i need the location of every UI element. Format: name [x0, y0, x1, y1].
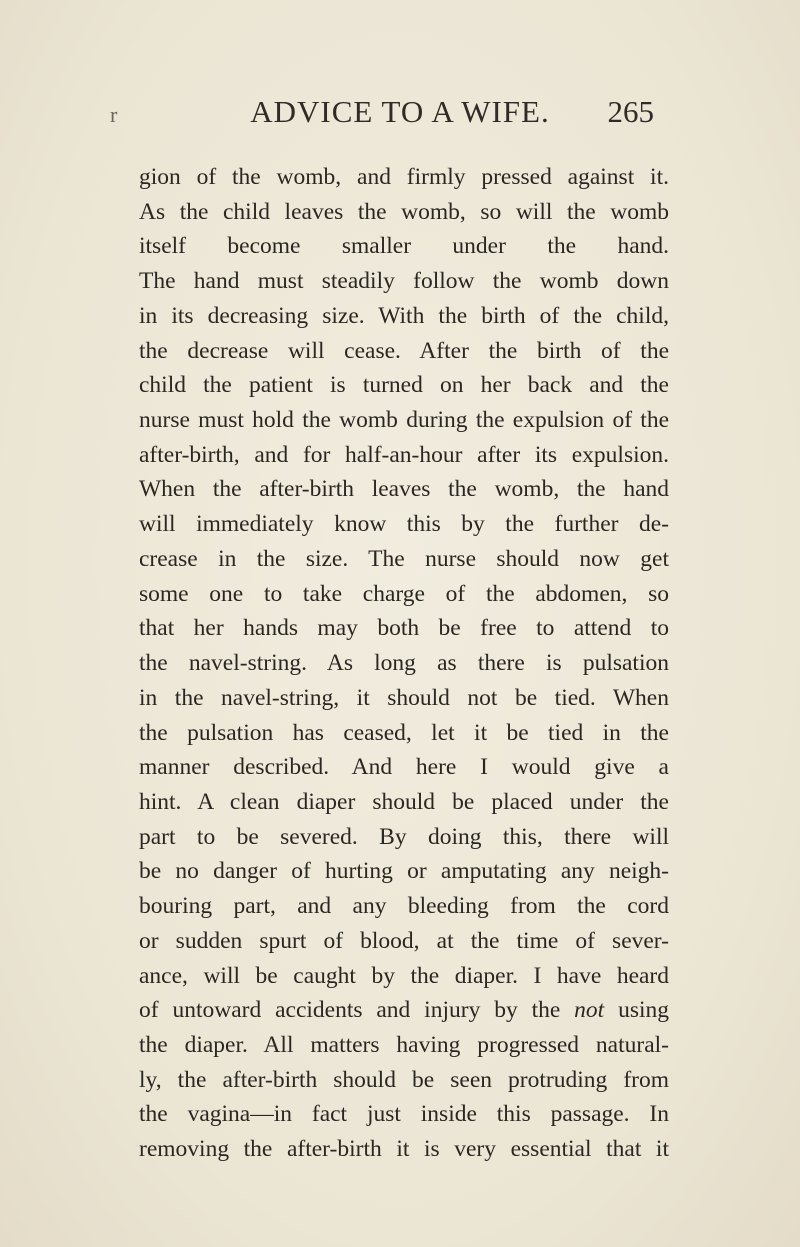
text-line: When the after-birth leaves the womb, the hand: [139, 476, 669, 503]
text-line: the decrease will cease. After the birth of the: [139, 337, 669, 364]
text-line: the pulsation has ceased, let it be tied in the: [139, 719, 669, 746]
text-line: the navel-string. As long as there is pulsation: [139, 650, 669, 677]
text-line: nurse must hold the womb during the expulsion of the: [139, 407, 669, 434]
text-line: gion of the womb, and firmly pressed against it.: [139, 164, 669, 190]
text-line: or sudden spurt of blood, at the time of sever-: [139, 927, 669, 954]
running-title: ADVICE TO A WIFE.: [250, 94, 550, 129]
text-line: the vagina—in fact just inside this passage. In: [139, 1101, 669, 1128]
italic-word: not: [574, 997, 605, 1024]
text-line-with-italic: [139, 993, 669, 1028]
text-line: ance, will be caught by the diaper. I have heard: [139, 962, 669, 989]
text-line: part to be severed. By doing this, there will: [139, 823, 669, 850]
text-line: after-birth, and for half-an-hour after its expulsion.: [139, 441, 669, 468]
text-line: hint. A clean diaper should be placed under the: [139, 788, 669, 815]
body-text: [139, 160, 669, 1167]
text-line: itself become smaller under the hand.: [139, 233, 669, 260]
text-line: be no danger of hurting or amputating any neigh-: [139, 858, 669, 885]
text-line: removing the after-birth it is very essential that it: [139, 1136, 669, 1163]
text-line: ly, the after-birth should be seen protruding from: [139, 1066, 669, 1093]
text-segment: of untoward accidents and injury by the: [139, 997, 575, 1024]
text-segment: using: [604, 997, 669, 1024]
margin-mark: r: [110, 102, 118, 127]
text-line: bouring part, and any bleeding from the cord: [139, 893, 669, 920]
text-line: As the child leaves the womb, so will the womb: [139, 198, 669, 225]
text-line: that her hands may both be free to attend to: [139, 615, 669, 642]
text-line: manner described. And here I would give a: [139, 754, 669, 781]
text-line: the diaper. All matters having progressed natural-: [139, 1031, 669, 1058]
page-number: 265: [607, 94, 654, 129]
text-line: in its decreasing size. With the birth of the child,: [139, 302, 669, 329]
text-line: in the navel-string, it should not be tied. When: [139, 684, 669, 711]
text-line: crease in the size. The nurse should now get: [139, 545, 669, 572]
text-line: will immediately know this by the further de-: [139, 511, 669, 538]
text-line: some one to take charge of the abdomen, so: [139, 580, 669, 607]
text-line: child the patient is turned on her back and the: [139, 372, 669, 399]
text-line: The hand must steadily follow the womb down: [139, 268, 669, 295]
page-header: [0, 94, 800, 134]
